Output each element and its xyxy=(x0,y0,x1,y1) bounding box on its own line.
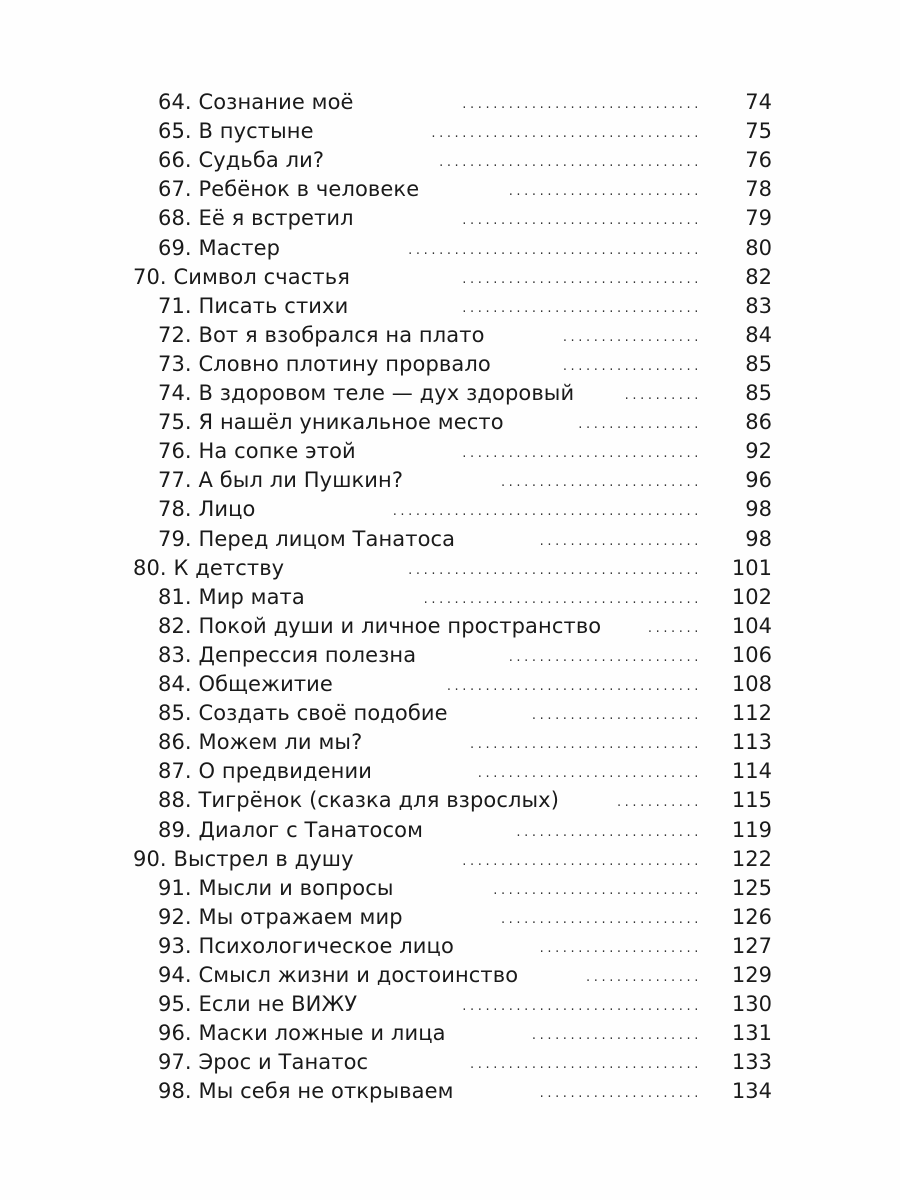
toc-leader-dots: .................................... xyxy=(423,591,702,607)
toc-entry-title: 77. А был ли Пушкин? xyxy=(158,468,404,493)
toc-leader-dots: .............................. xyxy=(470,737,702,753)
toc-entry-page-number: 119 xyxy=(731,817,772,842)
toc-entry-page-number: 131 xyxy=(731,1021,772,1046)
toc-entry-page-number: 96 xyxy=(745,468,772,493)
toc-entry-page-number: 98 xyxy=(745,497,772,522)
toc-entry-page-number: 84 xyxy=(745,322,772,347)
toc-entry-page-number: 78 xyxy=(745,177,772,202)
toc-leader-dots: ........................ xyxy=(516,824,702,840)
toc-entry-title: 87. О предвидении xyxy=(158,759,372,784)
toc-entry-page-number: 130 xyxy=(731,992,772,1017)
toc-entry-title: 97. Эрос и Танатос xyxy=(158,1050,369,1075)
toc-entry xyxy=(0,728,900,757)
toc-leader-dots: ..................... xyxy=(539,533,702,549)
toc-entry-title: 65. В пустыне xyxy=(158,119,314,144)
toc-entry xyxy=(0,175,900,204)
toc-leader-dots: .......................... xyxy=(500,475,702,491)
toc-entry xyxy=(0,408,900,437)
toc-leader-dots: ....... xyxy=(647,620,702,636)
toc-entry-page-number: 104 xyxy=(731,613,772,638)
toc-entry xyxy=(0,1077,900,1106)
toc-leader-dots: ..................... xyxy=(539,940,702,956)
toc-entry xyxy=(0,146,900,175)
toc-entry-title: 81. Мир мата xyxy=(158,584,305,609)
toc-leader-dots: ............................... xyxy=(462,213,702,229)
toc-entry-page-number: 79 xyxy=(745,206,772,231)
toc-leader-dots: .................. xyxy=(562,358,702,374)
toc-leader-dots: ................................. xyxy=(446,679,702,694)
toc-entry-title: 78. Лицо xyxy=(158,497,256,522)
toc-leader-dots: ............................... xyxy=(462,999,702,1015)
toc-entry-page-number: 86 xyxy=(745,410,772,435)
toc-entry-page-number: 122 xyxy=(731,846,772,871)
toc-entry-page-number: 80 xyxy=(745,235,772,260)
toc-entry xyxy=(0,757,900,786)
toc-entry-title: 88. Тигрёнок (сказка для взрослых) xyxy=(158,788,559,813)
toc-entry-page-number: 125 xyxy=(731,875,772,900)
toc-leader-dots: ............................... xyxy=(462,853,702,869)
toc-entry-page-number: 129 xyxy=(731,963,772,987)
toc-leader-dots: ........................................ xyxy=(392,504,702,520)
toc-entry-page-number: 75 xyxy=(745,119,772,144)
toc-entry-page-number: 74 xyxy=(745,90,772,114)
toc-leader-dots: ........................... xyxy=(493,882,702,898)
toc-leader-dots: .............................. xyxy=(470,1057,702,1073)
toc-entry xyxy=(0,1019,900,1048)
toc-entry xyxy=(0,874,900,903)
toc-entry-title: 71. Писать стихи xyxy=(158,293,349,318)
toc-entry-page-number: 83 xyxy=(745,293,772,318)
toc-entry-title: 86. Можем ли мы? xyxy=(158,730,363,755)
toc-entry xyxy=(0,816,900,845)
toc-entry-page-number: 127 xyxy=(731,933,772,958)
toc-entry-title: 92. Мы отражаем мир xyxy=(158,904,403,929)
toc-entry-title: 89. Диалог с Танатосом xyxy=(158,817,424,842)
toc-entry-title: 91. Мысли и вопросы xyxy=(158,875,394,900)
toc-entry xyxy=(0,379,900,408)
toc-entry-page-number: 113 xyxy=(731,730,772,755)
toc-entry-title: 98. Мы себя не открываем xyxy=(158,1079,454,1104)
toc-entry xyxy=(0,903,900,932)
toc-leader-dots: .................................. xyxy=(439,155,702,171)
toc-leader-dots: ............................... xyxy=(462,97,702,112)
toc-entry xyxy=(0,88,900,117)
toc-entry-title: 73. Словно плотину прорвало xyxy=(158,351,491,376)
toc-entry-title: 85. Создать своё подобие xyxy=(158,701,448,726)
toc-leader-dots: ...................... xyxy=(531,1028,702,1044)
toc-leader-dots: ................................... xyxy=(431,126,702,142)
toc-leader-dots: .......... xyxy=(624,388,702,403)
toc-entry-page-number: 115 xyxy=(731,788,772,813)
toc-entry-page-number: 85 xyxy=(745,351,772,376)
toc-entry-title: 66. Судьба ли? xyxy=(158,148,325,173)
toc-entry-page-number: 112 xyxy=(731,701,772,726)
toc-entry xyxy=(0,845,900,874)
toc-leader-dots: ................ xyxy=(578,417,702,433)
toc-entry xyxy=(0,583,900,612)
toc-entry xyxy=(0,670,900,699)
toc-entry-title: 90. Выстрел в душу xyxy=(133,846,354,871)
toc-entry-title: 64. Сознание моё xyxy=(158,90,354,114)
toc-leader-dots: ............................... xyxy=(462,446,702,462)
toc-entry xyxy=(0,204,900,233)
toc-entry-title: 84. Общежитие xyxy=(158,672,333,696)
toc-entry-page-number: 133 xyxy=(731,1050,772,1075)
toc-entry-page-number: 106 xyxy=(731,642,772,667)
toc-entry xyxy=(0,525,900,554)
toc-leader-dots: ......................... xyxy=(508,649,702,665)
toc-entry-title: 80. К детству xyxy=(133,555,285,580)
toc-leader-dots: ...................... xyxy=(531,708,702,724)
toc-entry xyxy=(0,554,900,583)
toc-entry-page-number: 101 xyxy=(731,555,772,580)
toc-entry xyxy=(0,292,900,321)
toc-entry xyxy=(0,786,900,815)
toc-entry-title: 75. Я нашёл уникальное место xyxy=(158,410,504,435)
toc-entry-title: 68. Её я встретил xyxy=(158,206,354,231)
toc-entry-title: 95. Если не ВИЖУ xyxy=(158,992,358,1017)
toc-entry-page-number: 102 xyxy=(731,584,772,609)
toc-entry-title: 83. Депрессия полезна xyxy=(158,642,417,667)
toc-entry xyxy=(0,437,900,466)
toc-entry xyxy=(0,117,900,146)
toc-entry-page-number: 76 xyxy=(745,148,772,173)
toc-leader-dots: ........... xyxy=(616,795,702,811)
toc-entry-title: 93. Психологическое лицо xyxy=(158,933,454,958)
toc-entry-title: 74. В здоровом теле — дух здоровый xyxy=(158,381,575,405)
toc-leader-dots: .......................... xyxy=(500,911,702,927)
toc-entry-title: 79. Перед лицом Танатоса xyxy=(158,526,456,551)
toc-entry xyxy=(0,263,900,292)
toc-entry-page-number: 126 xyxy=(731,904,772,929)
toc-entry-page-number: 134 xyxy=(731,1079,772,1104)
toc-entry xyxy=(0,641,900,670)
toc-leader-dots: ..................... xyxy=(539,1086,702,1102)
toc-entry-page-number: 85 xyxy=(745,381,772,405)
toc-entry-page-number: 82 xyxy=(745,264,772,289)
toc-leader-dots: ......................... xyxy=(508,184,702,200)
toc-entry xyxy=(0,932,900,961)
toc-entry-title: 70. Символ счастья xyxy=(133,264,350,289)
toc-entry-title: 76. На сопке этой xyxy=(158,439,356,464)
toc-entry xyxy=(0,1048,900,1077)
toc-leader-dots: ............... xyxy=(586,970,702,985)
toc-entry xyxy=(0,495,900,524)
toc-leader-dots: ............................... xyxy=(462,271,702,287)
toc-entry xyxy=(0,612,900,641)
toc-entry-page-number: 114 xyxy=(731,759,772,784)
toc-entry xyxy=(0,321,900,350)
toc-leader-dots: ...................................... xyxy=(408,242,702,258)
toc-leader-dots: .................. xyxy=(562,329,702,345)
toc-leader-dots: ............................... xyxy=(462,300,702,316)
toc-entry-title: 67. Ребёнок в человеке xyxy=(158,177,420,202)
toc-entry-title: 69. Мастер xyxy=(158,235,281,260)
toc-entry xyxy=(0,699,900,728)
toc-leader-dots: ...................................... xyxy=(408,562,702,578)
toc-entry-title: 94. Смысл жизни и достоинство xyxy=(158,963,519,987)
toc-entry-page-number: 108 xyxy=(731,672,772,696)
toc-entry xyxy=(0,961,900,990)
toc-entry xyxy=(0,350,900,379)
toc-entry xyxy=(0,466,900,495)
toc-entry-title: 72. Вот я взобрался на плато xyxy=(158,322,485,347)
toc-entry xyxy=(0,234,900,263)
toc-entry-title: 96. Маски ложные и лица xyxy=(158,1021,446,1046)
toc-entry-page-number: 98 xyxy=(745,526,772,551)
toc-entry-title: 82. Покой души и личное пространство xyxy=(158,613,602,638)
toc-entry-page-number: 92 xyxy=(745,439,772,464)
toc-leader-dots: ............................. xyxy=(477,766,702,782)
toc-entry xyxy=(0,990,900,1019)
